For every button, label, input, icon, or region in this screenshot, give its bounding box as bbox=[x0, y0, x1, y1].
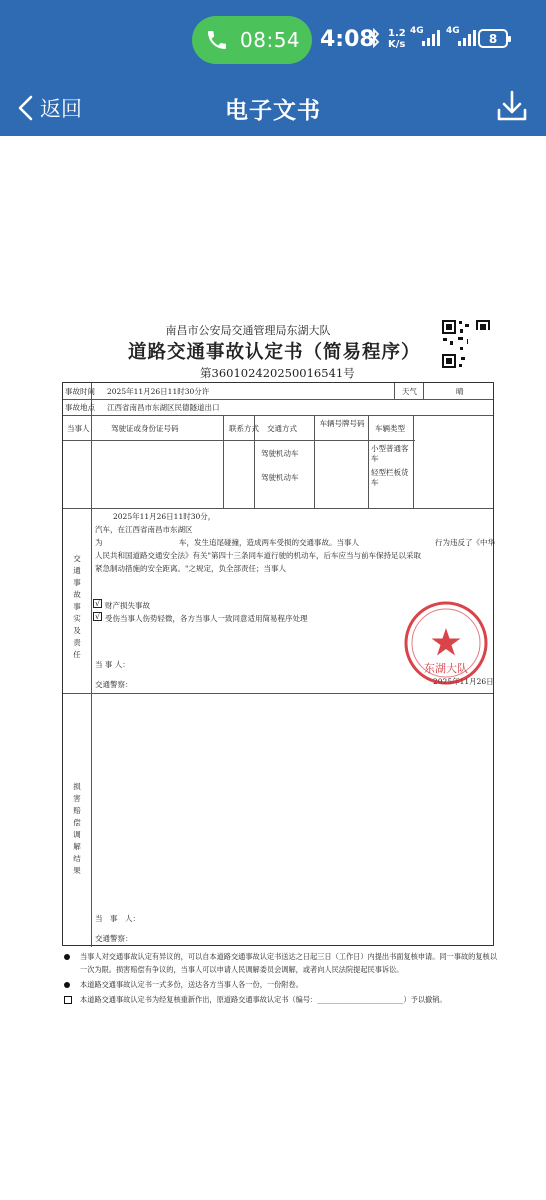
battery-icon: 8 bbox=[478, 29, 508, 48]
app-header bbox=[0, 80, 546, 136]
notes-section bbox=[58, 950, 498, 1008]
signal-icon: 4G bbox=[410, 28, 442, 52]
note-item: 本道路交通事故认定书一式多份，送达各方当事人各一份，一份附卷。 bbox=[58, 978, 498, 991]
police-signature-label-2: 交通警察： bbox=[95, 934, 133, 943]
facts-line: 车，发生追尾碰撞，造成两车受损的交通事故。当事人 bbox=[179, 538, 359, 547]
row1-mode: 驾驶机动车 bbox=[261, 449, 299, 458]
facts-label: 交通事故事实及责任 bbox=[73, 554, 81, 659]
facts-line: 人民共和国道路交通安全法》有关"第四十三条同车道行驶的机动车，后车应当与前车保持足以采取 bbox=[95, 551, 421, 560]
redaction-mark bbox=[415, 417, 493, 507]
note-item: 本道路交通事故认定书为经复核重新作出，原道路交通事故认定书（编号：________________________）予以撤销。 bbox=[58, 993, 498, 1006]
header-plate: 车辆号牌号码 bbox=[319, 419, 365, 428]
svg-text:东湖大队: 东湖大队 bbox=[424, 662, 468, 675]
check-property-loss: 财产损失事故 bbox=[105, 601, 150, 610]
signal-icon: 4G bbox=[446, 28, 478, 52]
bluetooth-icon bbox=[368, 28, 380, 52]
issuing-organization: 南昌市公安局交通管理局东湖大队 bbox=[165, 324, 331, 337]
check-minor-injury: 受伤当事人伤势轻微，各方当事人一致同意适用简易程序处理 bbox=[105, 614, 308, 623]
download-icon bbox=[494, 88, 530, 124]
police-signature-label: 交通警察： bbox=[95, 680, 133, 689]
facts-line: 2025年11月26日11时30分， bbox=[113, 512, 216, 521]
weather-value: 晴 bbox=[456, 387, 464, 396]
ongoing-call-pill[interactable] bbox=[192, 16, 312, 64]
header-party: 当事人 bbox=[67, 424, 90, 433]
row2-vehicle-type: 轻型栏板货车 bbox=[371, 468, 409, 487]
network-speed: 1.2 K/s bbox=[388, 28, 406, 50]
document-number: 第360102420250016541号 bbox=[200, 366, 355, 380]
facts-line: 为 bbox=[95, 538, 103, 547]
call-timer: 08:54 bbox=[240, 28, 301, 52]
page-title: 电子文书 bbox=[225, 98, 321, 124]
row2-mode: 驾驶机动车 bbox=[261, 473, 299, 482]
compensation-label: 损害赔偿调解结果 bbox=[73, 782, 81, 875]
note-item: 当事人对交通事故认定有异议的，可以自本道路交通事故认定书送达之日起三日（工作日）内提出书面复核申请。同一事故的复核以一次为限。损害赔偿有争议的，当事人可以申请人民调解委员会调解，或者向人民法院提起民事诉讼。 bbox=[58, 950, 498, 976]
header-vehicle-type: 车辆类型 bbox=[375, 424, 405, 433]
official-seal-icon bbox=[402, 600, 490, 686]
status-bar bbox=[0, 0, 546, 80]
certificate-date: 2025年11月26日 bbox=[433, 677, 494, 686]
weather-label: 天气 bbox=[402, 387, 417, 396]
minor-injury-checkbox: √ bbox=[94, 612, 101, 621]
back-label: 返回 bbox=[40, 97, 82, 121]
party-signature-label-2: 当 事 人： bbox=[95, 914, 140, 923]
download-button[interactable] bbox=[494, 88, 530, 124]
header-contact: 联系方式 bbox=[229, 424, 259, 433]
facts-line: 行为违反了《中华 bbox=[435, 538, 495, 547]
accident-time: 2025年11月26日11时30分许 bbox=[107, 387, 210, 396]
header-mode: 交通方式 bbox=[267, 424, 297, 433]
phone-icon bbox=[200, 23, 234, 57]
facts-line: 汽车，在江西省南昌市东湖区 bbox=[95, 525, 193, 534]
header-license: 驾驶证或身份证号码 bbox=[111, 424, 179, 433]
accident-certificate-document bbox=[58, 316, 500, 1036]
clock: 4:08 bbox=[320, 27, 375, 52]
accident-location: 江西省南昌市东湖区民德隧道出口 bbox=[107, 403, 220, 412]
party-signature-label: 当 事 人： bbox=[95, 660, 130, 669]
property-loss-checkbox: √ bbox=[94, 599, 101, 608]
location-label: 事故地点 bbox=[65, 403, 95, 412]
row1-vehicle-type: 小型普通客车 bbox=[371, 444, 409, 463]
document-title: 道路交通事故认定书（简易程序） bbox=[128, 342, 421, 363]
facts-line: 紧急制动措施的安全距离。"之规定，负全部责任；当事人 bbox=[95, 564, 286, 573]
redaction-mark bbox=[468, 330, 498, 368]
accident-time-label: 事故时间 bbox=[65, 387, 95, 396]
